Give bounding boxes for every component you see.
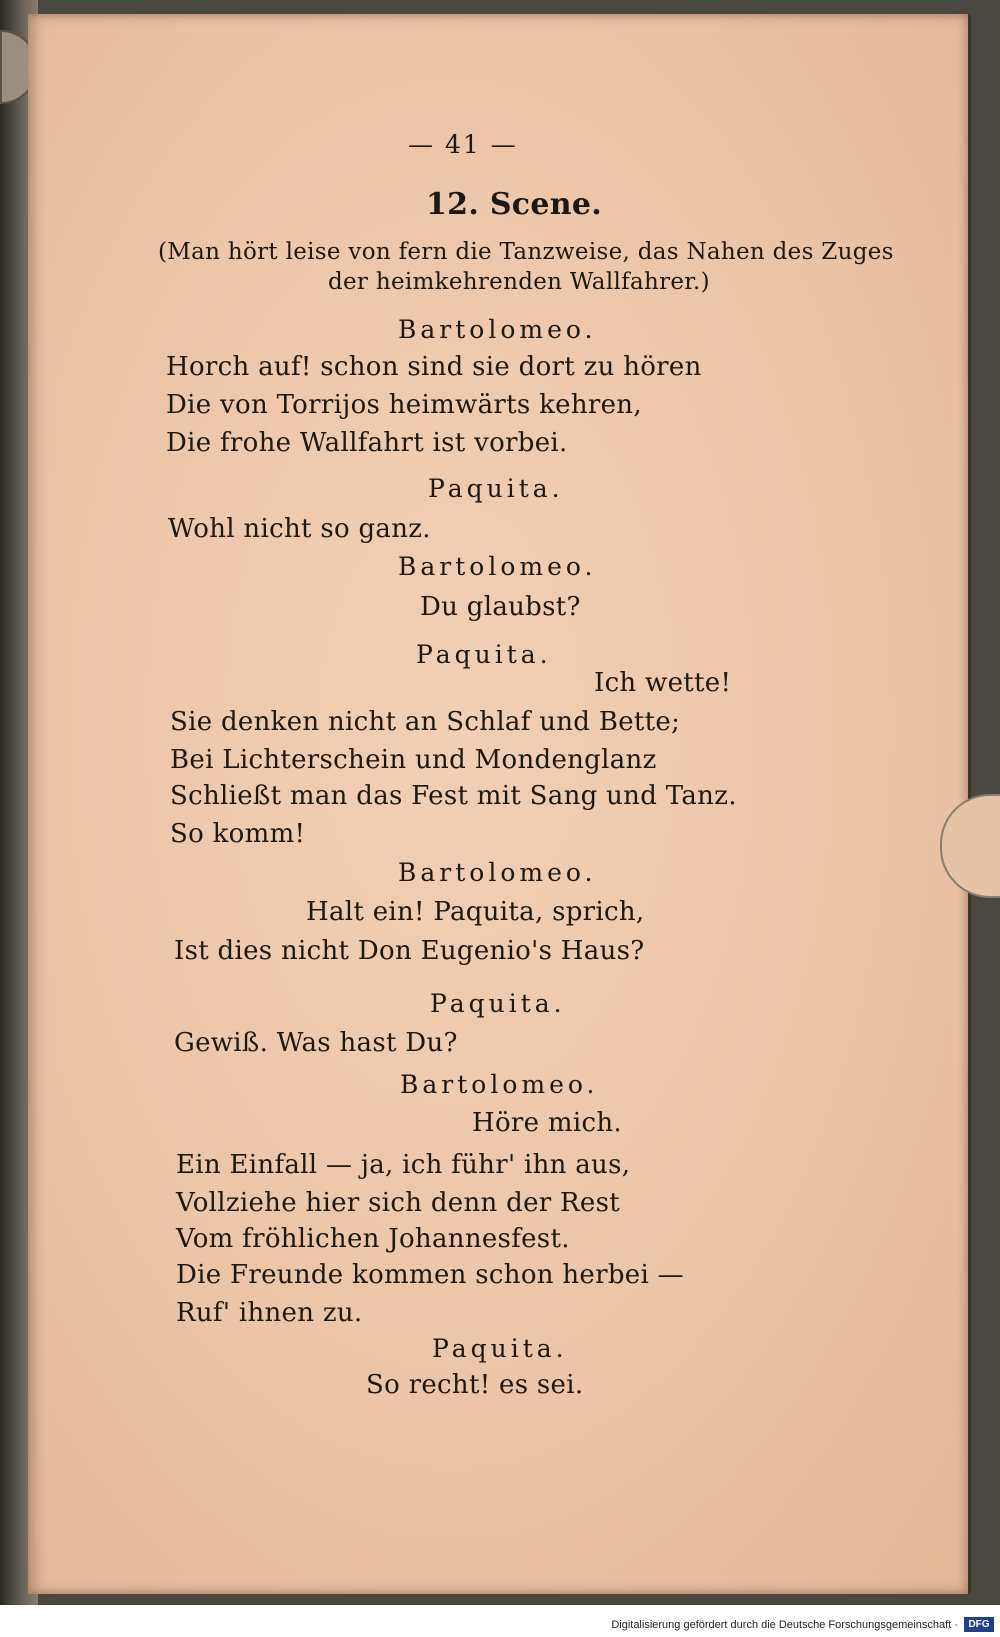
stage-direction-line: der heimkehrenden Wallfahrer.): [328, 269, 710, 295]
speaker-name: Bartolomeo.: [398, 315, 597, 344]
page-number: — 41 —: [408, 130, 518, 159]
verse-line: Die frohe Wallfahrt ist vorbei.: [166, 428, 568, 458]
verse-line: Die von Torrijos heimwärts kehren,: [166, 390, 642, 420]
verse-line: Ich wette!: [594, 668, 732, 698]
verse-line: So recht! es sei.: [366, 1370, 584, 1400]
verse-line: Horch auf! schon sind sie dort zu hören: [166, 352, 702, 382]
verse-line: Schließt man das Fest mit Sang und Tanz.: [170, 781, 737, 811]
verse-line: Gewiß. Was hast Du?: [174, 1028, 458, 1058]
verse-line: Ein Einfall — ja, ich führ' ihn aus,: [176, 1150, 631, 1180]
verse-line: Vom fröhlichen Johannesfest.: [176, 1224, 570, 1254]
scene-title: 12. Scene.: [426, 187, 602, 222]
verse-line: Höre mich.: [472, 1108, 622, 1138]
verse-line: Vollziehe hier sich denn der Rest: [176, 1188, 621, 1218]
verse-line: Halt ein! Paquita, sprich,: [306, 897, 645, 927]
verse-line: So komm!: [170, 819, 306, 849]
speaker-name: Paquita.: [432, 1334, 568, 1363]
verse-line: Ist dies nicht Don Eugenio's Haus?: [174, 936, 645, 966]
page-tab-marker: [940, 794, 1000, 898]
stage-direction-line: (Man hört leise von fern die Tanzweise, das Nahen des Zuges: [158, 239, 894, 265]
speaker-name: Paquita.: [416, 640, 552, 669]
digitization-credit: Digitalisierung gefördert durch die Deutsche Forschungsgemeinschaft ·: [611, 1619, 958, 1631]
speaker-name: Bartolomeo.: [398, 858, 597, 887]
verse-line: Sie denken nicht an Schlaf und Bette;: [170, 707, 681, 737]
verse-line: Die Freunde kommen schon herbei —: [176, 1260, 684, 1290]
speaker-name: Bartolomeo.: [398, 552, 597, 581]
verse-line: Wohl nicht so ganz.: [168, 514, 431, 544]
speaker-name: Bartolomeo.: [400, 1070, 599, 1099]
book-page: [28, 14, 971, 1594]
speaker-name: Paquita.: [430, 989, 566, 1018]
dfg-logo: DFG: [964, 1617, 994, 1632]
verse-line: Ruf' ihnen zu.: [176, 1298, 363, 1328]
speaker-name: Paquita.: [428, 474, 564, 503]
footer-bar: [0, 1605, 1000, 1637]
verse-line: Du glaubst?: [420, 592, 581, 622]
verse-line: Bei Lichterschein und Mondenglanz: [170, 745, 657, 775]
